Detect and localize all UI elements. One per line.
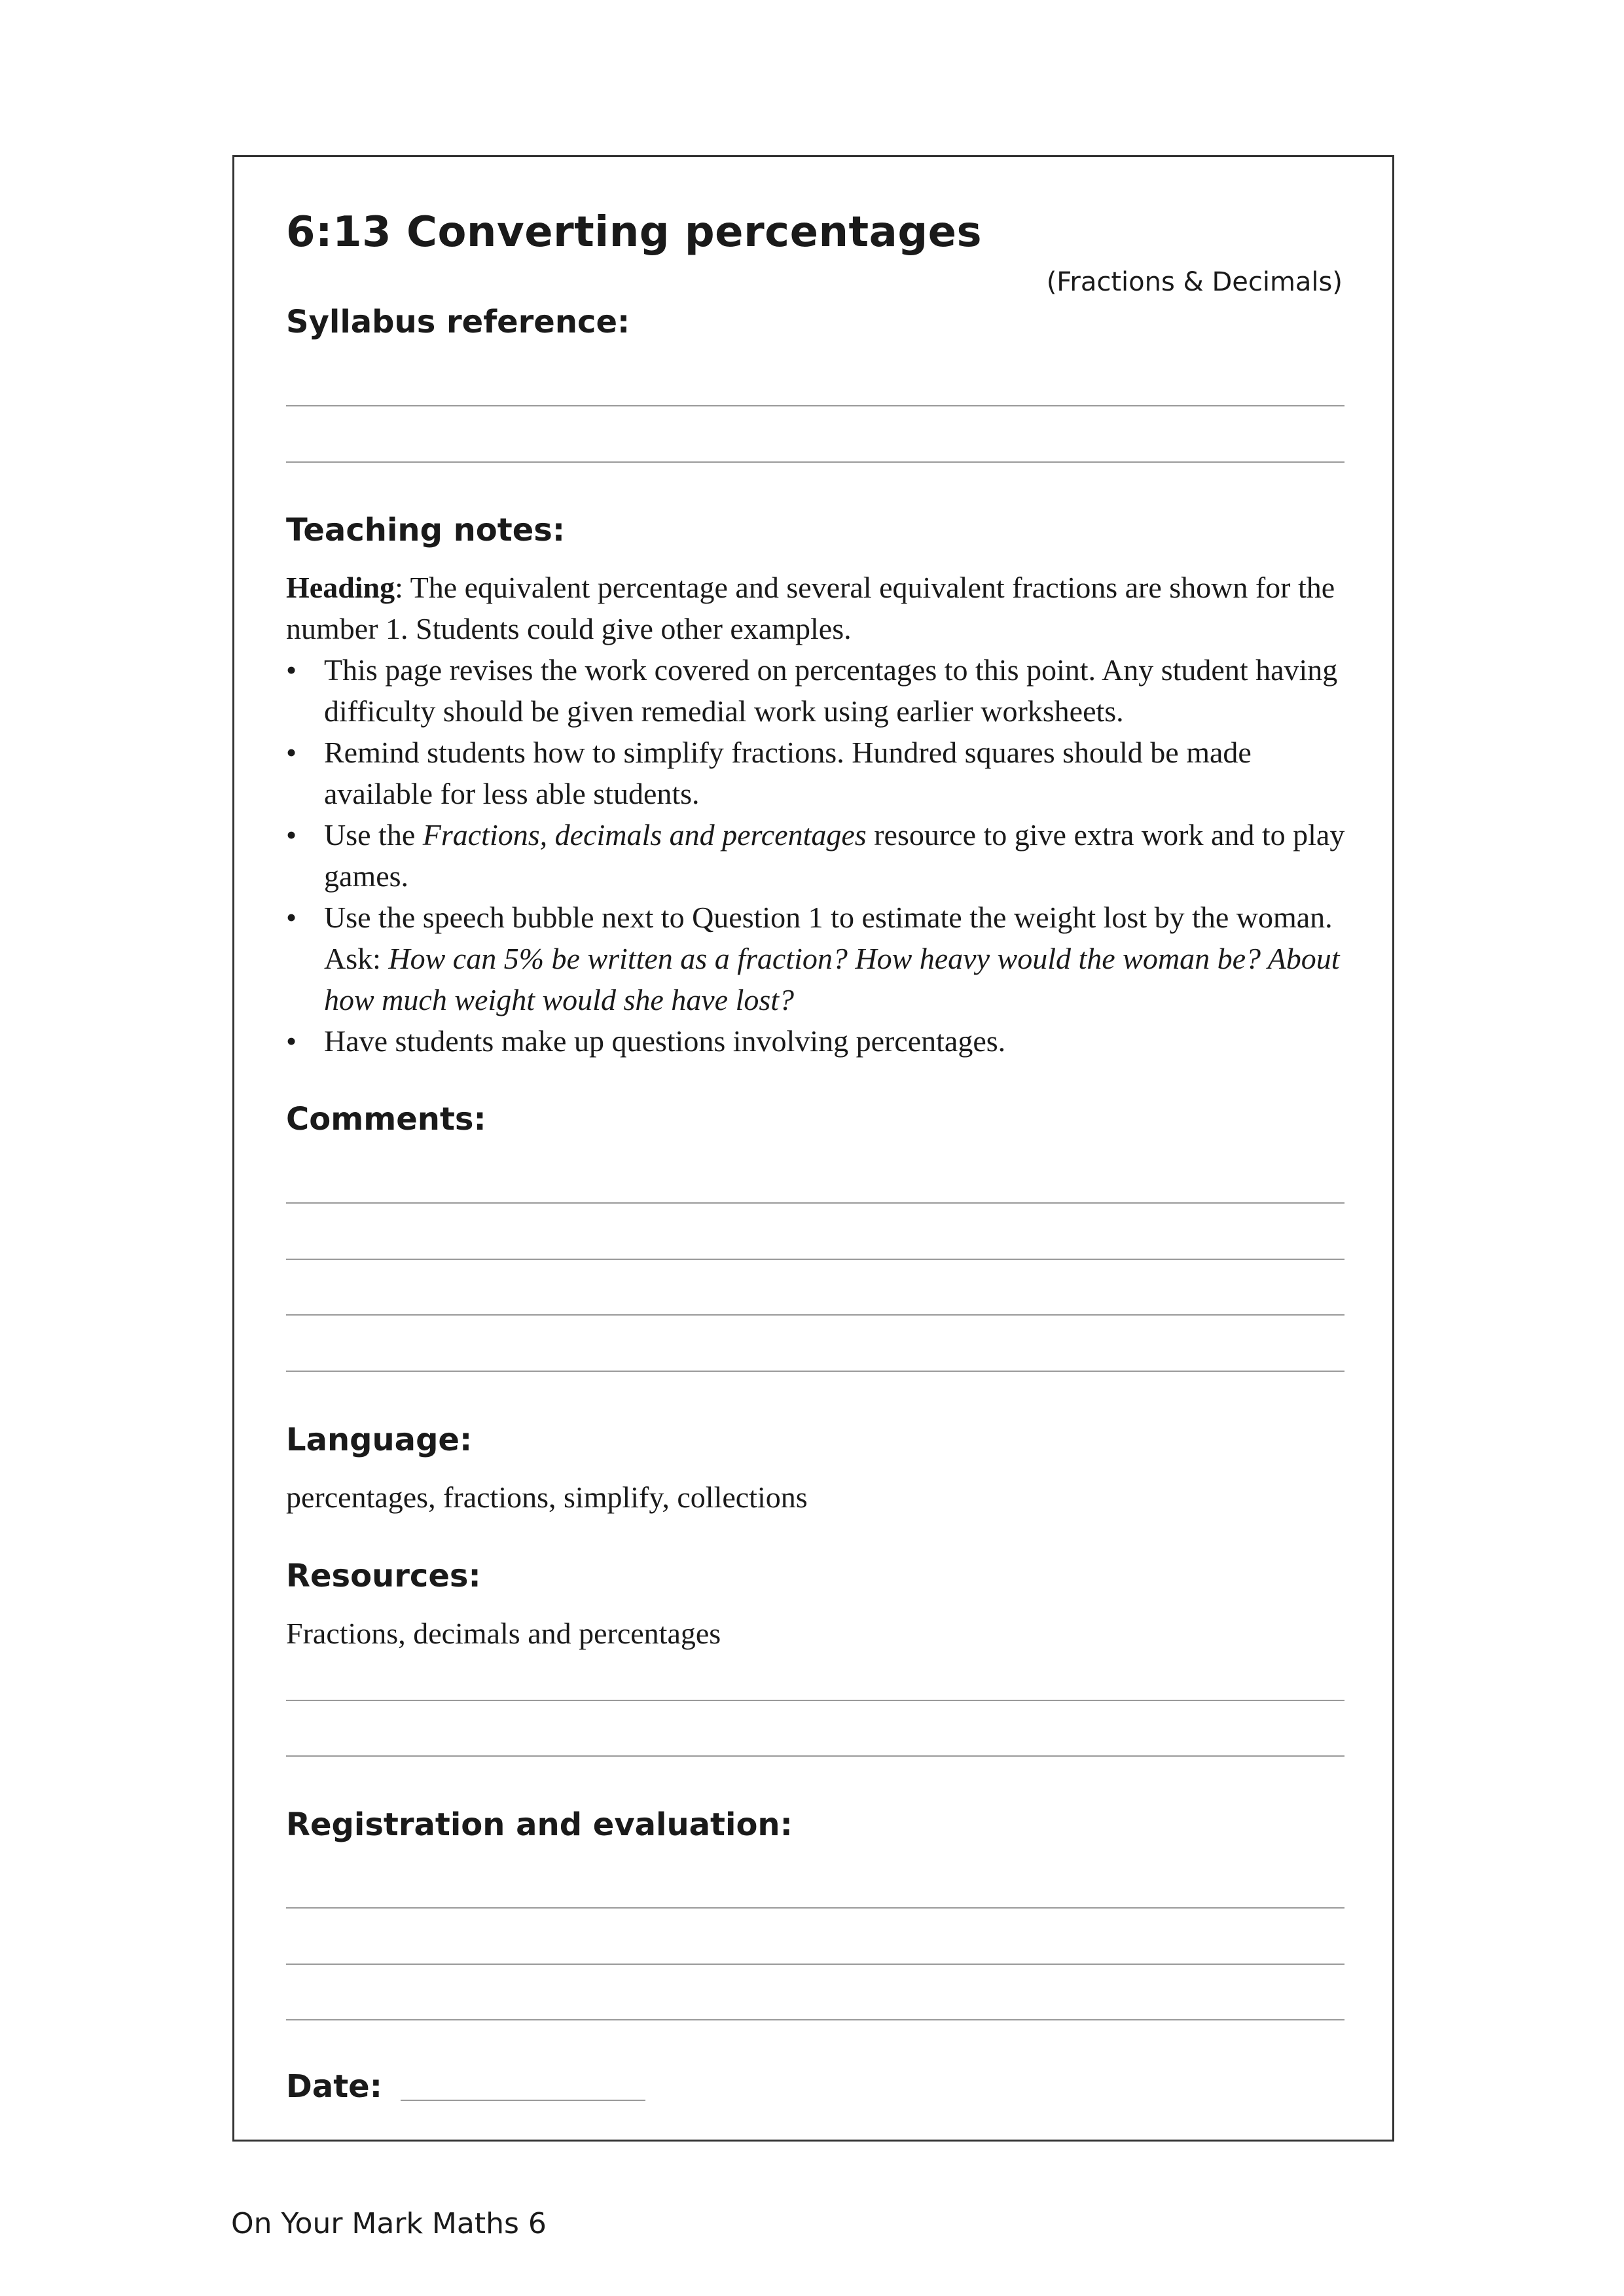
intro-rest: : The equivalent percentage and several equivalent fractions are shown for the number 1. Students could give other examples. [286, 571, 1335, 645]
bullet-text: Remind students how to simplify fractions. Hundred squares should be made available for less able students. [324, 736, 1252, 810]
teaching-notes-list [286, 649, 1360, 1062]
resources-line-1[interactable] [286, 1700, 1344, 1701]
bullet-icon: • [286, 653, 297, 687]
registration-heading: Registration and evaluation: [286, 1806, 793, 1843]
footer-text: On Your Mark Maths 6 [231, 2207, 547, 2240]
registration-line-2[interactable] [286, 1964, 1344, 1965]
list-item [286, 814, 1360, 897]
page-frame [232, 155, 1394, 2142]
bullet-text-post: resource to give extra work and to play games. [324, 818, 1345, 893]
resources-heading: Resources: [286, 1558, 481, 1594]
date-line[interactable] [401, 2100, 645, 2101]
language-heading: Language: [286, 1422, 473, 1458]
resources-text: Fractions, decimals and percentages [286, 1617, 721, 1650]
bullet-text: Have students make up questions involving percentages. [324, 1024, 1006, 1058]
comments-line-3[interactable] [286, 1314, 1344, 1316]
syllabus-heading: Syllabus reference: [286, 304, 630, 340]
comments-line-1[interactable] [286, 1202, 1344, 1204]
question-italic: How can 5% be written as a fraction? How heavy would the woman be? About how much weight would she have lost? [324, 942, 1340, 1016]
language-text: percentages, fractions, simplify, collections [286, 1480, 808, 1514]
syllabus-line-2[interactable] [286, 461, 1344, 463]
list-item [286, 732, 1360, 814]
bullet-text-pre: Use the speech bubble next to Question 1 to estimate the weight lost by the woman. Ask: [324, 901, 1333, 975]
teaching-notes-body [286, 567, 1360, 1062]
resources-line-2[interactable] [286, 1755, 1344, 1757]
teaching-notes-intro [286, 567, 1360, 649]
bullet-text-pre: Use the [324, 818, 423, 852]
syllabus-line-1[interactable] [286, 405, 1344, 406]
page-title: 6:13 Converting percentages [286, 208, 983, 257]
comments-heading: Comments: [286, 1101, 486, 1138]
bullet-icon: • [286, 736, 297, 769]
bullet-icon: • [286, 901, 297, 934]
bullet-icon: • [286, 818, 297, 852]
teaching-notes-heading: Teaching notes: [286, 512, 566, 548]
page-subtitle: (Fractions & Decimals) [1046, 267, 1343, 297]
list-item [286, 649, 1360, 732]
comments-line-2[interactable] [286, 1259, 1344, 1260]
bullet-icon: • [286, 1024, 297, 1058]
comments-line-4[interactable] [286, 1371, 1344, 1372]
list-item [286, 897, 1360, 1020]
resource-name-italic: Fractions, decimals and percentages [422, 818, 867, 852]
intro-bold: Heading [286, 571, 395, 604]
list-item [286, 1020, 1360, 1062]
registration-line-1[interactable] [286, 1907, 1344, 1909]
date-label: Date: [286, 2068, 382, 2105]
bullet-text: This page revises the work covered on percentages to this point. Any student having difficulty should be given remedial work using earlier worksheets. [324, 653, 1338, 728]
registration-line-3[interactable] [286, 2019, 1344, 2020]
